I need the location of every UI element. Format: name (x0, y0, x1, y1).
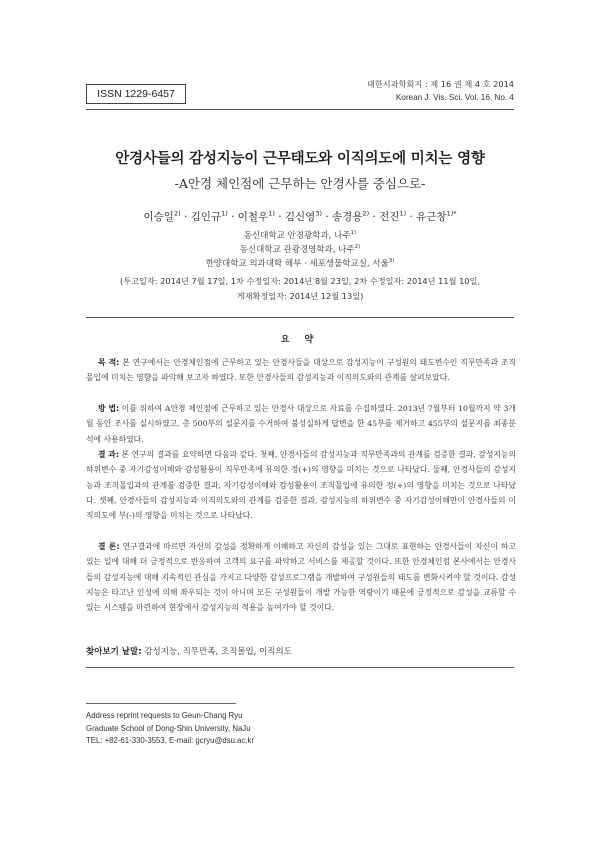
abstract-section-text: 이를 위하여 A안경 체인점에 근무하고 있는 안경사 대상으로 자료를 수집하였다. 2013년 7월부터 10월까지 약 3개월 동안 조사를 실시하였고, 총 500부의 설문지를 수거하여 불성실하게 답변을 한 45부를 제거하고 455부의 설문지를 최종분석에 사용하였다. (86, 404, 516, 444)
author-affiliation-mark: 1) (268, 209, 275, 218)
keywords-label: 찾아보기 낱말: (86, 647, 142, 657)
keywords-text: 감성지능, 직무만족, 조직몰입, 이직의도 (144, 647, 292, 657)
issn-box: ISSN 1229-6457 (86, 84, 186, 104)
paper-subtitle: -A안경 체인점에 근무하는 안경사를 중심으로- (174, 176, 426, 191)
affiliation-mark: 1) (350, 230, 357, 237)
author-name: 송경용 (332, 211, 363, 223)
author-list (0, 209, 600, 224)
affiliation-mark: 2) (354, 244, 361, 251)
footnote-line: TEL: +82-61-330-3553, E-mail: gcryu@dsu.ac.kr (86, 736, 255, 745)
affiliation-mark: 3) (388, 258, 395, 265)
author-affiliation-mark: 1) (221, 209, 228, 218)
author-affiliation-mark: 1) (399, 209, 407, 218)
submission-dates (0, 274, 600, 304)
author-name: 김인규 (190, 211, 222, 223)
abstract-conclusion (86, 539, 516, 615)
author-name: 이승일 (143, 211, 174, 223)
abstract-section-label: 결 과: (98, 450, 119, 459)
paper-title: 안경사들의 감성지능이 근무태도와 이직의도에 미치는 영향 (115, 151, 485, 167)
author-name: 전진 (379, 211, 400, 223)
acceptance-date-line: 게재확정일자: 2014년 12월 13일) (236, 291, 364, 301)
footnote-rule (86, 703, 236, 704)
affiliation-text: 동신대학교 관광경영학과, 나주 (239, 245, 355, 255)
journal-citation-english: Korean J. Vis. Sci. Vol. 16, No. 4 (395, 93, 514, 102)
journal-citation-korean: 대한시과학회지 : 제 16 권 제 4 호 2014 (366, 79, 514, 89)
author-affiliation-mark: 2) (362, 209, 370, 218)
affiliation (0, 243, 600, 255)
abstract-heading: 요 약 (280, 335, 320, 345)
author-separator: · (406, 211, 417, 223)
correspondence-footnote (86, 710, 254, 748)
affiliation (0, 229, 600, 241)
author-affiliation-mark: 2) (173, 209, 181, 218)
footnote-line: Graduate School of Dong-Shin University, NaJu (86, 723, 251, 733)
author-separator: · (369, 211, 380, 223)
author-name: 유근창 (416, 211, 447, 223)
header-rule (86, 109, 514, 110)
abstract-section-text: 연구결과에 따르면 자신의 감성을 정확하게 이해하고 자신의 감성을 있는 그대로 표현하는 안경사들이 자신이 하고 있는 일에 대해 더 긍정적으로 반응하여 고객의 요구를 파악하고 서비스를 제공할 것이다. 또한 안경체인점 본사에서는 안경사들의 감성지능에 대해 지속적인 관심을 가지고 다양한 감성프로그램을 개발하여 구성원들의 태도를 변화시켜야 할 것이다. 감성지능은 타고난 인성에 의해 좌우되는 것이 아니며 모든 구성원들이 개발 가능한 역량이기 때문에 긍정적으로 감성을 교류할 수 있는 시스템을 마련하여 현장에서 감성지능의 적용을 높여가야 할 것이다. (86, 542, 516, 613)
keywords (86, 645, 292, 657)
abstract-results (86, 447, 516, 523)
footnote-line: Address reprint requests to Geun-Chang Ryu (86, 711, 243, 720)
abstract-section-label: 방 법: (98, 404, 120, 413)
affiliation (0, 257, 600, 269)
abstract-section-text: 본 연구의 결과를 요약하면 다음과 같다. 첫째, 안경사들의 감성지능과 직무만족과의 관계를 검증한 결과, 감성지능의 하위변수 중 자기감성이해와 감성활용이 직무만족에 유의한 정(+)의 영향을 미치는 것으로 나타났다. 둘째, 안경사들의 감성지능과 조직몰입과의 관계를 검증한 결과, 자기감성이해와 감성활용이 조직몰입에 유의한 정(+)의 영향을 미치는 것으로 나타났다. 셋째, 안경사들의 감성지능과 이직의도와의 관계를 검증한 결과, 감성지능의 하위변수 중 자기감성이해만이 안경사들의 이직의도에 부(-)의 영향을 미치는 것으로 나타났다. (86, 450, 516, 521)
author-separator: · (227, 211, 238, 223)
abstract-section-label: 목 적: (98, 358, 120, 367)
author-name: 김신영 (284, 211, 316, 223)
author-separator: · (274, 211, 285, 223)
abstract-purpose (86, 355, 516, 386)
affiliation-text: 동신대학교 안경광학과, 나주 (243, 231, 351, 241)
abstract-top-rule (86, 317, 514, 318)
submission-dates-line: (투고일자: 2014년 7월 17일, 1차 수정일자: 2014년 8월 23일, 2차 수정일자: 2014년 11월 10일, (119, 276, 481, 286)
author-separator: · (180, 211, 191, 223)
abstract-section-label: 결 론: (98, 542, 120, 551)
abstract-bottom-rule (86, 667, 514, 668)
author-affiliation-mark: 1)* (446, 209, 457, 218)
abstract-methods (86, 401, 516, 447)
author-separator: · (322, 211, 333, 223)
affiliation-text: 한양대학교 의과대학 해부 · 세포생물학교실, 서울 (205, 259, 389, 269)
abstract-section-text: 본 연구에서는 안경체인점에 근무하고 있는 안경사들을 대상으로 감성지능이 구성원의 태도변수인 직무만족과 조직몰입에 미치는 영향을 파악해 보고자 하였다. 또한 안경사들의 감성지능과 이직의도와의 관계를 살펴보았다. (86, 358, 516, 383)
author-affiliation-mark: 3) (315, 209, 322, 218)
journal-info (367, 78, 514, 104)
author-name: 이철우 (237, 211, 269, 223)
